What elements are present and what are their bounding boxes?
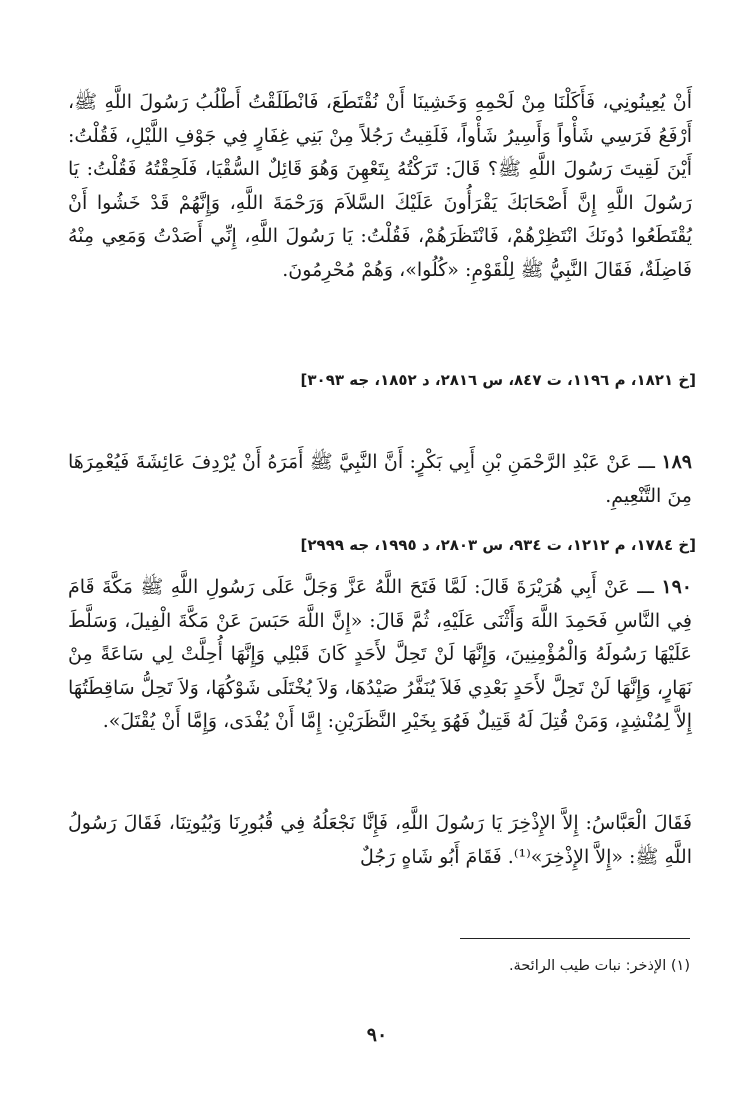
hadith-text: ـــ عَنْ أَبِي هُرَيْرَةَ قَالَ: لَمَّا فَتَحَ اللَّهُ عَزَّ وَجَلَّ عَلَى رَسُولِ اللَّهِ ﷺ مَكَّةَ قَامَ فِي النَّاسِ فَحَمِدَ اللَّهَ وَأَثْنَى عَلَيْهِ، ثُمَّ قَالَ: «إِنَّ اللَّهَ حَبَسَ عَنْ مَكَّةَ الْفِيلَ، وَسَلَّطَ عَلَيْهَا رَسُولَهُ وَالْمُؤْمِنِينَ، وَإِنَّهَا لَنْ تَحِلَّ لأَحَدٍ كَانَ قَبْلِي وَإِنَّهَا أُحِلَّتْ لِي سَاعَةً مِنْ نَهَارٍ، وَإِنَّهَا لَنْ تَحِلَّ لأَحَدٍ بَعْدِي فَلاَ يُنَفَّرُ صَيْدُهَا، وَلاَ يُخْتَلَى شَوْكُهَا، وَلاَ تَحِلُّ سَاقِطَتُهَا إِلاَّ لِمُنْشِدٍ، وَمَنْ قُتِلَ لَهُ قَتِيلٌ فَهُوَ بِخَيْرِ النَّظَرَيْنِ: إِمَّا أَنْ يُفْدَى، وَإِمَّا أَنْ يُقْتَلَ». [68, 576, 692, 732]
footnote-divider [460, 938, 690, 939]
hadith-190-continuation [68, 807, 692, 874]
paragraph-text: أَنْ يُعِينُونِي، فَأَكَلْنَا مِنْ لَحْمِهِ وَخَشِينَا أَنْ نُقْتَطَعَ، فَانْطَلَقْتُ أَطْلُبُ رَسُولَ اللَّهِ ﷺ، أَرْفَعُ فَرَسِي شَأْواً وَأَسِيرُ شَأْواً، فَلَقِيتُ رَجُلاً مِنْ بَنِي غِفَارٍ فِي جَوْفِ اللَّيْلِ، فَقُلْتُ: أَيْنَ لَقِيتَ رَسُولَ اللَّهِ ﷺ؟ قَالَ: تَرَكْتُهُ بِتَعْهِنَ وَهُوَ قَائِلٌ السُّقْيَا، فَلَحِقْتُهُ فَقُلْتُ: يَا رَسُولَ اللَّهِ إِنَّ أَصْحَابَكَ يَقْرَأُونَ عَلَيْكَ السَّلاَمَ وَرَحْمَةَ اللَّهِ، وَإِنَّهُمْ قَدْ خَشُوا أَنْ يُقْتَطَعُوا دُونَكَ انْتَظِرْهُمْ، فَانْتَظَرَهُمْ، فَقُلْتُ: يَا رَسُولَ اللَّهِ، إِنِّي أَصَدْتُ وَمَعِي مِنْهُ فَاضِلَةٌ، فَقَالَ النَّبِيُّ ﷺ لِلْقَوْمِ: «كُلُوا»، وَهُمْ مُحْرِمُونَ. [68, 91, 692, 281]
page-number: ٩٠ [366, 1024, 388, 1046]
hadith-references: [خ ١٧٨٤، م ١٢١٢، ت ٩٣٤، س ٢٨٠٣، د ١٩٩٥، جه ٢٩٩٩] [300, 536, 696, 554]
continued-hadith-paragraph [68, 86, 692, 287]
footnote: (١) الإذخر: نبات طيب الرائحة. [508, 958, 690, 974]
hadith-number: ١٩٠ [661, 576, 692, 598]
hadith-number: ١٨٩ [661, 451, 692, 473]
hadith-189 [68, 446, 692, 513]
hadith-text: ـــ عَنْ عَبْدِ الرَّحْمَنِ بْنِ أَبِي بَكْرٍ: أَنَّ النَّبِيَّ ﷺ أَمَرَهُ أَنْ يُرْدِفَ عَائِشَةَ فَيُعْمِرَهَا مِنَ التَّنْعِيمِ. [68, 451, 692, 507]
hadith-190 [68, 571, 692, 739]
hadith-references: [خ ١٨٢١، م ١١٩٦، ت ٨٤٧، س ٢٨١٦، د ١٨٥٢، جه ٣٠٩٣] [300, 371, 696, 389]
paragraph-text: فَقَالَ الْعَبَّاسُ: إِلاَّ الإِذْخِرَ يَا رَسُولَ اللَّهِ، فَإِنَّا نَجْعَلُهُ فِي قُبُورِنَا وَبُيُوتِنَا، فَقَالَ رَسُولُ اللَّهِ ﷺ: «إِلاَّ الإِذْخِرَ»⁽¹⁾. فَقَامَ أَبُو شَاهٍ رَجُلٌ [68, 812, 692, 868]
